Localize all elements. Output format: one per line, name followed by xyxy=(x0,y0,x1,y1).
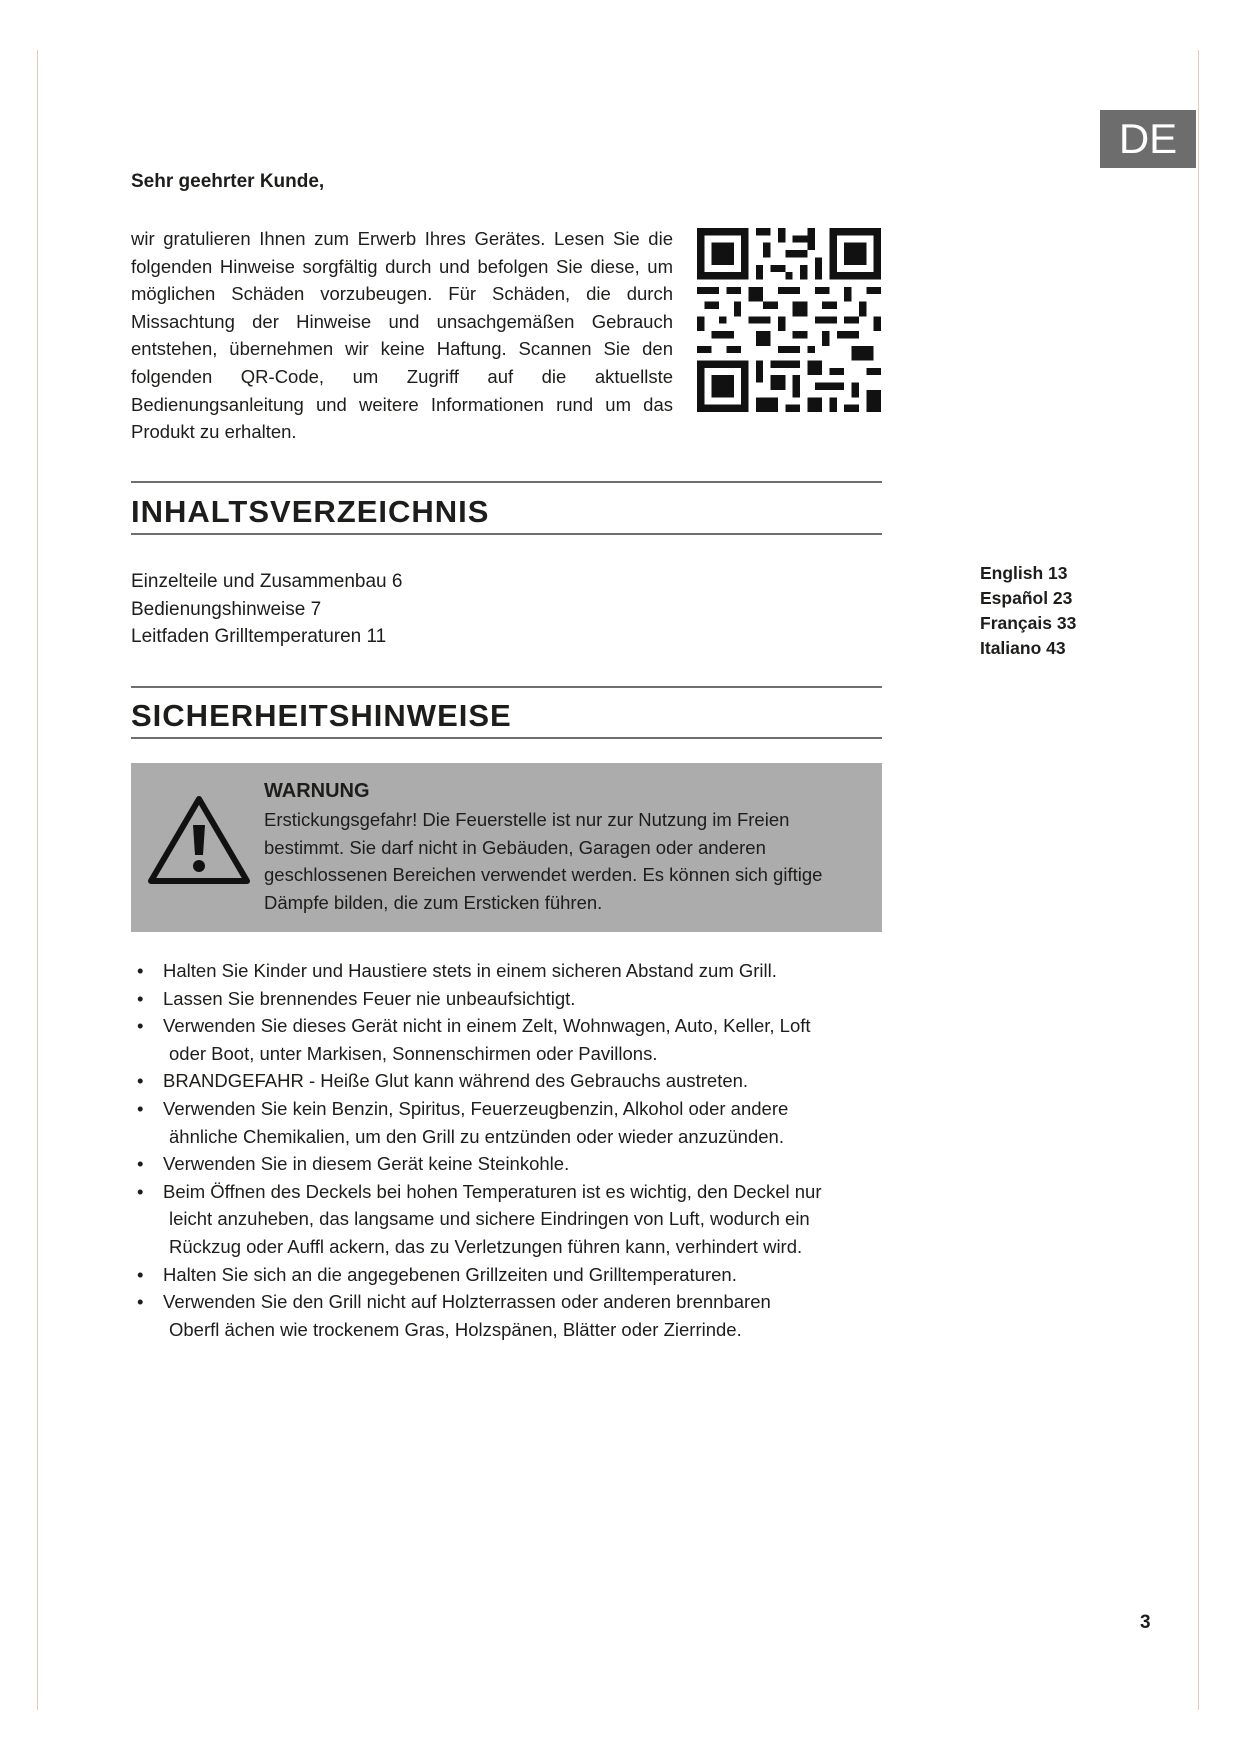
bullet-text: Beim Öffnen des Deckels bei hohen Temperaturen ist es wichtig, den Deckel nur xyxy=(163,1180,822,1202)
language-item: Français 33 xyxy=(980,613,1077,633)
warning-text: Erstickungsgefahr! Die Feuerstelle ist nur zur Nutzung im Freien bestimmt. Sie darf nicht in Gebäuden, Garagen oder anderen geschlossenen Bereichen verwendet werden. Es können sich giftige Dämpfe bilden, die zum Ersticken führen. xyxy=(264,809,823,913)
divider xyxy=(131,481,882,483)
list-item xyxy=(131,957,891,985)
list-item xyxy=(131,1261,891,1289)
bullet-text-continuation: Oberfl ächen wie trockenem Gras, Holzspänen, Blätter oder Zierrinde. xyxy=(169,1318,742,1340)
divider xyxy=(131,686,882,688)
divider xyxy=(131,533,882,535)
bullet-text: Lassen Sie brennendes Feuer nie unbeaufsichtigt. xyxy=(163,987,576,1009)
table-of-contents xyxy=(131,568,402,651)
warning-title: WARNUNG xyxy=(264,780,370,802)
bullet-text: Verwenden Sie den Grill nicht auf Holzterrassen oder anderen brennbaren xyxy=(163,1291,771,1313)
bullet-text: Verwenden Sie dieses Gerät nicht in einem Zelt, Wohnwagen, Auto, Keller, Loft xyxy=(163,1015,811,1037)
list-item xyxy=(131,985,891,1013)
bullet-text-continuation: ähnliche Chemikalien, um den Grill zu entzünden oder wieder anzuzünden. xyxy=(169,1125,784,1147)
language-item: English 13 xyxy=(980,563,1068,583)
list-item xyxy=(131,1178,891,1261)
bullet-text-continuation: leicht anzuheben, das langsame und sichere Eindringen von Luft, wodurch ein xyxy=(169,1208,810,1230)
safety-bullet-list xyxy=(131,957,891,1343)
language-item: Italiano 43 xyxy=(980,638,1066,658)
toc-item: Leitfaden Grilltemperaturen 11 xyxy=(131,626,387,648)
list-item xyxy=(131,1067,891,1095)
right-margin-line xyxy=(1198,50,1199,1710)
bullet-text: BRANDGEFAHR - Heiße Glut kann während des Gebrauchs austreten. xyxy=(163,1070,749,1092)
warning-box xyxy=(131,763,882,932)
page-number: 3 xyxy=(1140,1612,1151,1633)
language-index xyxy=(980,561,1076,661)
list-item xyxy=(131,1150,891,1178)
bullet-text: Verwenden Sie in diesem Gerät keine Steinkohle. xyxy=(163,1153,570,1175)
bullet-text-continuation: oder Boot, unter Markisen, Sonnenschirmen oder Pavillons. xyxy=(169,1042,658,1064)
bullet-text: Halten Sie sich an die angegebenen Grillzeiten und Grilltemperaturen. xyxy=(163,1263,737,1285)
warning-triangle-icon xyxy=(147,793,251,887)
greeting: Sehr geehrter Kunde, xyxy=(131,171,325,192)
list-item xyxy=(131,1288,891,1343)
left-margin-line xyxy=(37,50,38,1710)
qr-code-icon xyxy=(697,228,881,412)
list-item xyxy=(131,1012,891,1067)
divider xyxy=(131,737,882,739)
language-item: Español 23 xyxy=(980,588,1073,608)
toc-item: Einzelteile und Zusammenbau 6 xyxy=(131,571,403,592)
bullet-text: Verwenden Sie kein Benzin, Spiritus, Feuerzeugbenzin, Alkohol oder andere xyxy=(163,1097,789,1119)
toc-title: INHALTSVERZEICHNIS xyxy=(131,494,490,529)
safety-title: SICHERHEITSHINWEISE xyxy=(131,698,512,733)
list-item xyxy=(131,1095,891,1150)
intro-paragraph: wir gratulieren Ihnen zum Erwerb Ihres Gerätes. Lesen Sie die folgenden Hinweise sorgfältig durch und befolgen Sie diese, um möglichen Schäden vorzubeugen. Für Schäden, die durch Missachtung der Hinweise und unsachgemäßen Gebrauch entstehen, übernehmen wir keine Haftung. Scannen Sie den folgenden QR-Code, um Zugriff auf die aktuellste Bedienungsanleitung und weitere Informationen rund um das Produkt zu erhalten. xyxy=(131,228,673,443)
toc-item: Bedienungshinweise 7 xyxy=(131,598,322,620)
bullet-text: Halten Sie Kinder und Haustiere stets in einem sicheren Abstand zum Grill. xyxy=(163,960,777,981)
bullet-text-continuation: Rückzug oder Auffl ackern, das zu Verletzungen führen kann, verhindert wird. xyxy=(169,1235,803,1257)
language-tab: DE xyxy=(1100,110,1196,168)
